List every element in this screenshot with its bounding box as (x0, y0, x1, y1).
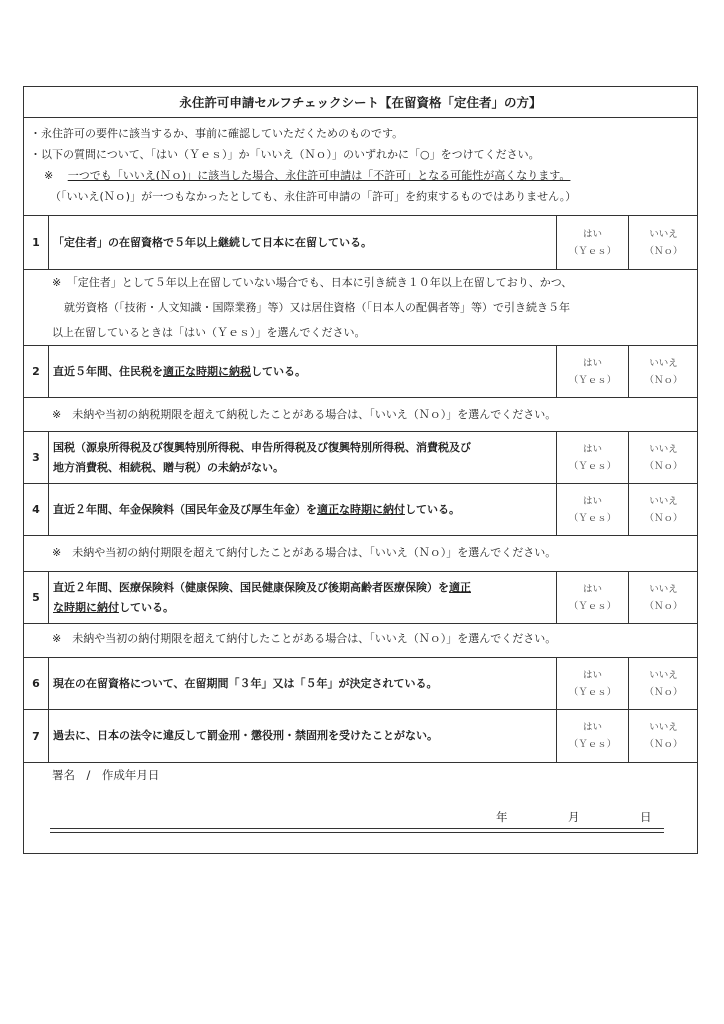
yes-label-en: （Ｙｅｓ） (568, 374, 617, 386)
question-line: 直近２年間、年金保険料（国民年金及び厚生年金）を (53, 502, 317, 516)
no-label-en: （Ｎｏ） (644, 245, 683, 257)
yes-label-en: （Ｙｅｓ） (568, 512, 617, 524)
no-label-en: （Ｎｏ） (644, 512, 683, 524)
no-label: いいえ (649, 357, 678, 369)
checklist-sheet (23, 86, 698, 854)
yes-label-en: （Ｙｅｓ） (568, 460, 617, 472)
question-text (53, 710, 553, 762)
intro-note-mark: ※ (44, 169, 54, 182)
date-day: 日 (640, 810, 652, 824)
yes-answer-cell[interactable] (556, 216, 628, 269)
yes-label-en: （Ｙｅｓ） (568, 686, 617, 698)
question-emphasis: な時期に納付 (53, 600, 119, 614)
no-answer-cell[interactable] (628, 710, 698, 762)
question-line: 直近５年間、住民税を (53, 364, 163, 378)
note-question-4 (24, 535, 697, 571)
question-row-7 (24, 709, 697, 763)
no-label-en: （Ｎｏ） (644, 600, 683, 612)
note-line: ※ 未納や当初の納付期限を超えて納付したことがある場合は、「いいえ（Ｎｏ）」を選んでください。 (52, 546, 557, 559)
yes-label-en: （Ｙｅｓ） (568, 245, 617, 257)
signature-label: 署名 / 作成年月日 (52, 768, 160, 782)
note-question-2 (24, 397, 697, 431)
question-row-5 (24, 571, 697, 623)
question-line: 地方消費税、相続税、贈与税）の未納がない。 (53, 460, 284, 474)
question-text (53, 216, 553, 269)
no-answer-cell[interactable] (628, 572, 698, 623)
question-text (53, 484, 553, 535)
note-line: ※ 未納や当初の納税期限を超えて納税したことがある場合は、「いいえ（Ｎｏ）」を選んでください。 (52, 408, 557, 421)
question-line: している。 (119, 600, 174, 614)
question-number: 5 (24, 572, 49, 623)
question-number: 1 (24, 216, 49, 269)
intro-line-3 (30, 165, 576, 186)
no-label-en: （Ｎｏ） (644, 739, 683, 750)
no-answer-cell[interactable] (628, 658, 698, 709)
question-number: 3 (24, 432, 49, 483)
question-number: 6 (24, 658, 49, 709)
signature-line[interactable] (50, 828, 664, 833)
yes-label: はい (582, 443, 602, 455)
no-label: いいえ (649, 669, 678, 681)
yes-answer-cell[interactable] (556, 432, 628, 483)
yes-answer-cell[interactable] (556, 484, 628, 535)
no-label-en: （Ｎｏ） (644, 686, 683, 698)
question-line: 過去に、日本の法令に違反して罰金刑・懲役刑・禁固刑を受けたことがない。 (53, 729, 438, 742)
no-answer-cell[interactable] (628, 432, 698, 483)
intro-line-4: （「いいえ(Ｎｏ)」が一つもなかったとしても、永住許可申請の「許可」を約束するものではありません。） (50, 190, 577, 203)
no-label: いいえ (649, 495, 678, 507)
no-answer-cell[interactable] (628, 346, 698, 397)
no-label: いいえ (649, 228, 678, 240)
yes-label: はい (582, 669, 602, 681)
note-line: 就労資格（「技術・人文知識・国際業務」等）又は居住資格（「日本人の配偶者等」等）で引き続き５年 (64, 301, 570, 314)
yes-label: はい (582, 357, 602, 369)
question-row-3 (24, 431, 697, 483)
question-row-4 (24, 483, 697, 535)
question-number: 7 (24, 710, 49, 762)
question-line: 「定住者」の在留資格で５年以上継続して日本に在留している。 (53, 235, 372, 249)
yes-label: はい (582, 583, 602, 595)
note-line: ※ 「定住者」として５年以上在留していない場合でも、日本に引き続き１０年以上在留しており、かつ、 (52, 276, 573, 289)
intro-line-2: ・以下の質問について、「はい（Ｙｅｓ）」か「いいえ（Ｎｏ）」のいずれかに「○」をつけてください。 (30, 148, 540, 161)
yes-label: はい (582, 495, 602, 507)
question-line: している。 (251, 364, 306, 378)
note-question-5 (24, 623, 697, 657)
yes-answer-cell[interactable] (556, 710, 628, 762)
yes-answer-cell[interactable] (556, 346, 628, 397)
question-emphasis: 適正な時期に納税 (163, 364, 251, 378)
date-month: 月 (568, 810, 580, 824)
yes-label: はい (582, 722, 602, 733)
yes-answer-cell[interactable] (556, 658, 628, 709)
no-label: いいえ (649, 583, 678, 595)
intro-section (30, 123, 576, 207)
question-text (53, 658, 553, 709)
intro-warning: 一つでも「いいえ(Ｎｏ)」に該当した場合、永住許可申請は「不許可」となる可能性が高くなります。 (67, 169, 571, 182)
yes-label-en: （Ｙｅｓ） (568, 600, 617, 612)
yes-label: はい (582, 228, 602, 240)
question-row-1 (24, 215, 697, 269)
question-line: 国税（源泉所得税及び復興特別所得税、申告所得税及び復興特別所得税、消費税及び (53, 440, 471, 454)
question-line: 現在の在留資格について、在留期間「３年」又は「５年」が決定されている。 (53, 676, 438, 690)
intro-line-1: ・永住許可の要件に該当するか、事前に確認していただくためのものです。 (30, 127, 404, 140)
question-text (53, 432, 553, 483)
question-text (53, 572, 553, 623)
question-text (53, 346, 553, 397)
question-row-6 (24, 657, 697, 709)
sheet-title: 永住許可申請セルフチェックシート【在留資格「定住者」の方】 (24, 87, 697, 118)
note-line: 以上在留しているときは「はい（Ｙｅｓ）」を選んでください。 (52, 326, 366, 339)
question-emphasis: 適正な時期に納付 (317, 502, 405, 516)
no-answer-cell[interactable] (628, 484, 698, 535)
no-label: いいえ (649, 722, 678, 733)
question-emphasis: 適正 (449, 580, 471, 594)
note-question-1 (24, 269, 697, 345)
no-answer-cell[interactable] (628, 216, 698, 269)
no-label: いいえ (649, 443, 678, 455)
date-year: 年 (496, 810, 508, 824)
note-line: ※ 未納や当初の納付期限を超えて納付したことがある場合は、「いいえ（Ｎｏ）」を選んでください。 (52, 632, 557, 645)
question-number: 4 (24, 484, 49, 535)
question-row-2 (24, 345, 697, 397)
no-label-en: （Ｎｏ） (644, 460, 683, 472)
yes-answer-cell[interactable] (556, 572, 628, 623)
question-line: している。 (405, 502, 460, 516)
question-line: 直近２年間、医療保険料（健康保険、国民健康保険及び後期高齢者医療保険）を (53, 580, 449, 594)
yes-label-en: （Ｙｅｓ） (568, 739, 617, 750)
question-number: 2 (24, 346, 49, 397)
no-label-en: （Ｎｏ） (644, 374, 683, 386)
